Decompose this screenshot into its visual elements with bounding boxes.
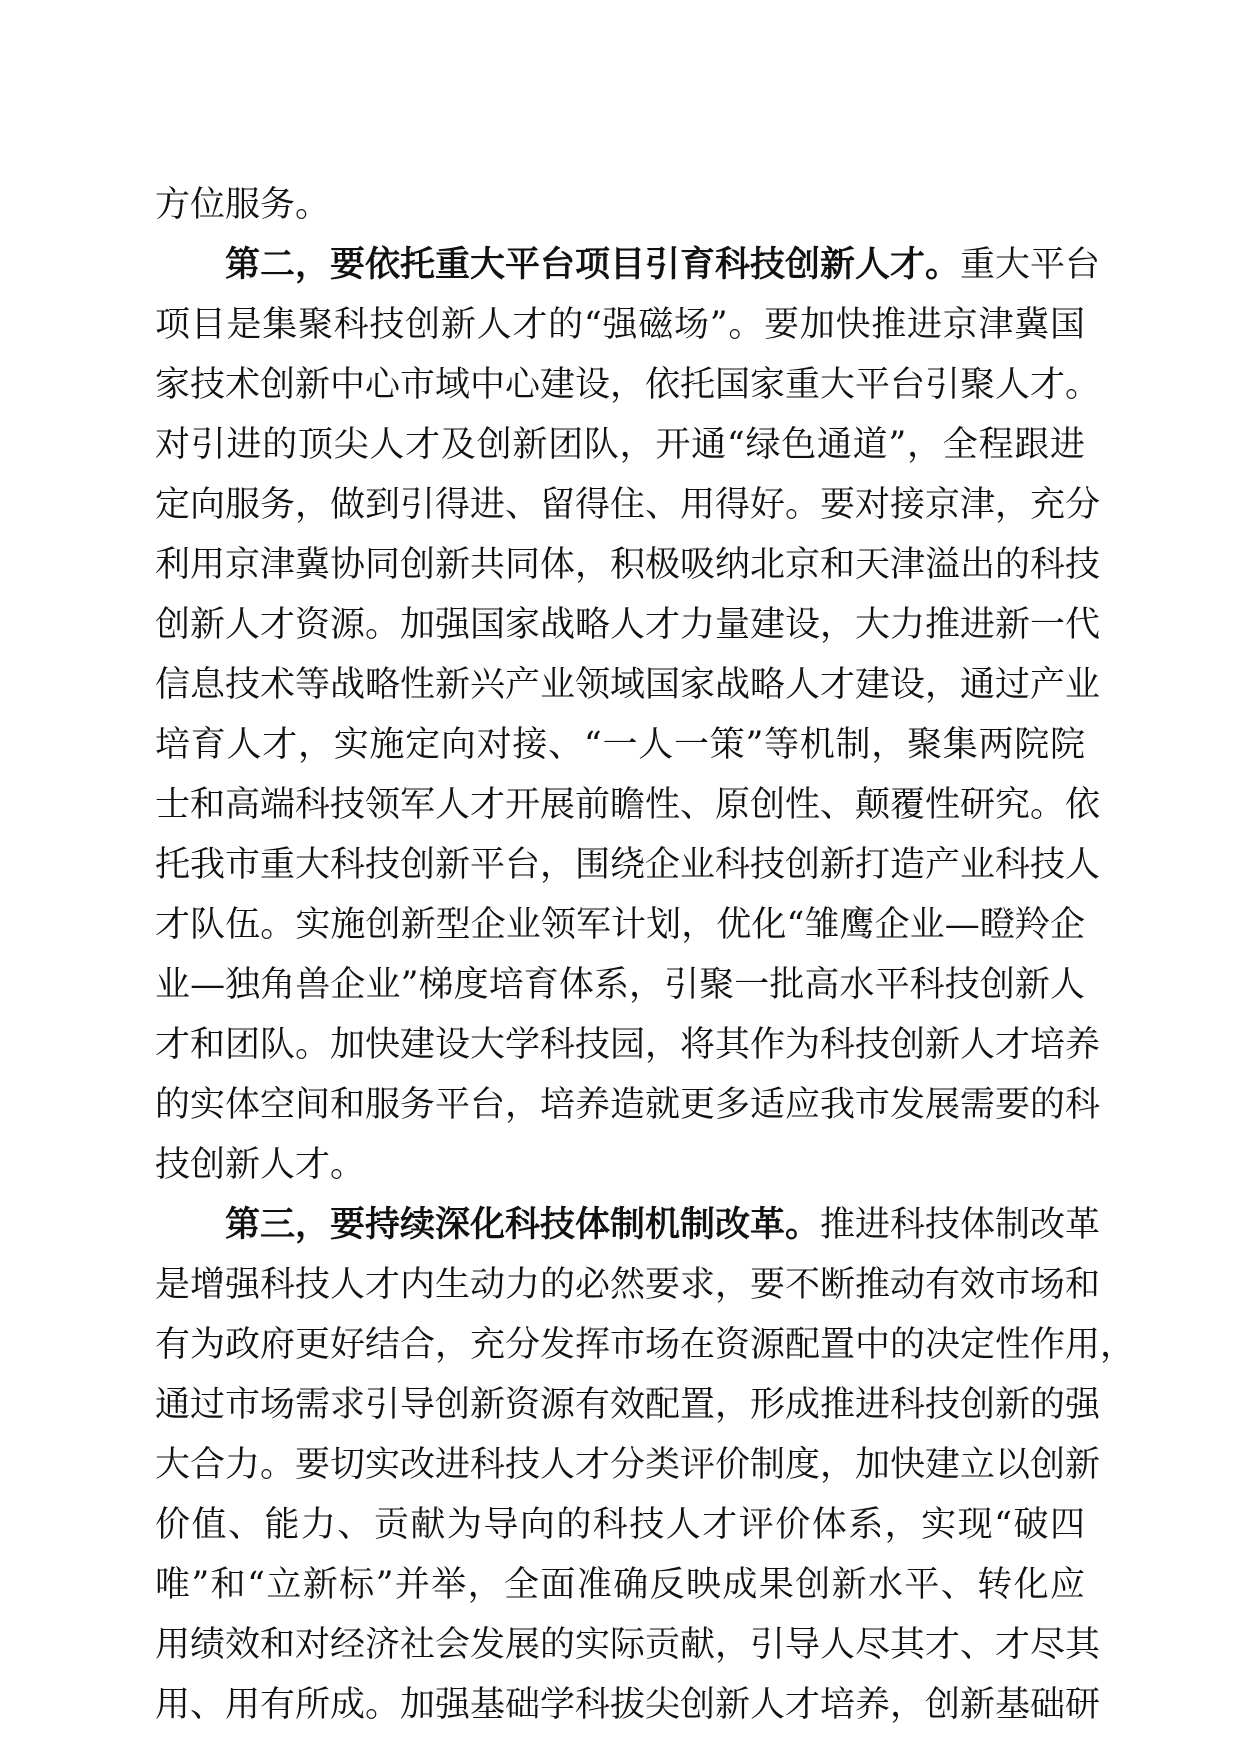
text-line: 业—独角兽企业”梯度培育体系，引聚一批高水平科技创新人: [155, 965, 1085, 1005]
text-line: 定向服务，做到引得进、留得住、用得好。要对接京津，充分: [155, 485, 1101, 525]
text-line: 技创新人才。: [155, 1145, 366, 1185]
text-line: 托我市重大科技创新平台，围绕企业科技创新打造产业科技人: [155, 845, 1101, 885]
text-line: 方位服务。: [155, 185, 331, 225]
text-line: 家技术创新中心市域中心建设，依托国家重大平台引聚人才。: [155, 365, 1101, 405]
text-line: 是增强科技人才内生动力的必然要求，要不断推动有效市场和: [155, 1265, 1101, 1305]
text-line: 唯”和“立新标”并举，全面准确反映成果创新水平、转化应: [155, 1565, 1085, 1605]
paragraph-3-first-line: [225, 1195, 1101, 1255]
paragraph-2-lead: 重大平台: [960, 245, 1101, 285]
text-line: 培育人才，实施定向对接、“一人一策”等机制，聚集两院院: [155, 725, 1085, 765]
text-line: 才队伍。实施创新型企业领军计划，优化“雏鹰企业—瞪羚企: [155, 905, 1085, 945]
text-line: 用、用有所成。加强基础学科拔尖创新人才培养，创新基础研: [155, 1685, 1101, 1725]
paragraph-3-lead: 推进科技体制改革: [820, 1205, 1101, 1245]
paragraph-2-heading: 第二，要依托重大平台项目引育科技创新人才。: [225, 245, 961, 285]
text-line: 信息技术等战略性新兴产业领域国家战略人才建设，通过产业: [155, 665, 1101, 705]
text-line: 创新人才资源。加强国家战略人才力量建设，大力推进新一代: [155, 605, 1101, 645]
text-line: 有为政府更好结合，充分发挥市场在资源配置中的决定性作用，: [155, 1325, 1136, 1365]
text-line: 才和团队。加快建设大学科技园，将其作为科技创新人才培养: [155, 1025, 1101, 1065]
text-line: 项目是集聚科技创新人才的“强磁场”。要加快推进京津冀国: [155, 305, 1085, 345]
text-line: 价值、能力、贡献为导向的科技人才评价体系，实现“破四: [155, 1505, 1085, 1545]
text-line: 利用京津冀协同创新共同体，积极吸纳北京和天津溢出的科技: [155, 545, 1101, 585]
text-line: 大合力。要切实改进科技人才分类评价制度，加快建立以创新: [155, 1445, 1101, 1485]
text-line: 的实体空间和服务平台，培养造就更多适应我市发展需要的科: [155, 1085, 1101, 1125]
paragraph-3-heading: 第三，要持续深化科技体制机制改革。: [225, 1205, 821, 1245]
paragraph-2-first-line: [225, 235, 1101, 295]
text-line: 用绩效和对经济社会发展的实际贡献，引导人尽其才、才尽其: [155, 1625, 1101, 1665]
text-line: 士和高端科技领军人才开展前瞻性、原创性、颠覆性研究。依: [155, 785, 1101, 825]
text-line: 通过市场需求引导创新资源有效配置，形成推进科技创新的强: [155, 1385, 1101, 1425]
text-line: 对引进的顶尖人才及创新团队，开通“绿色通道”，全程跟进: [155, 425, 1085, 465]
